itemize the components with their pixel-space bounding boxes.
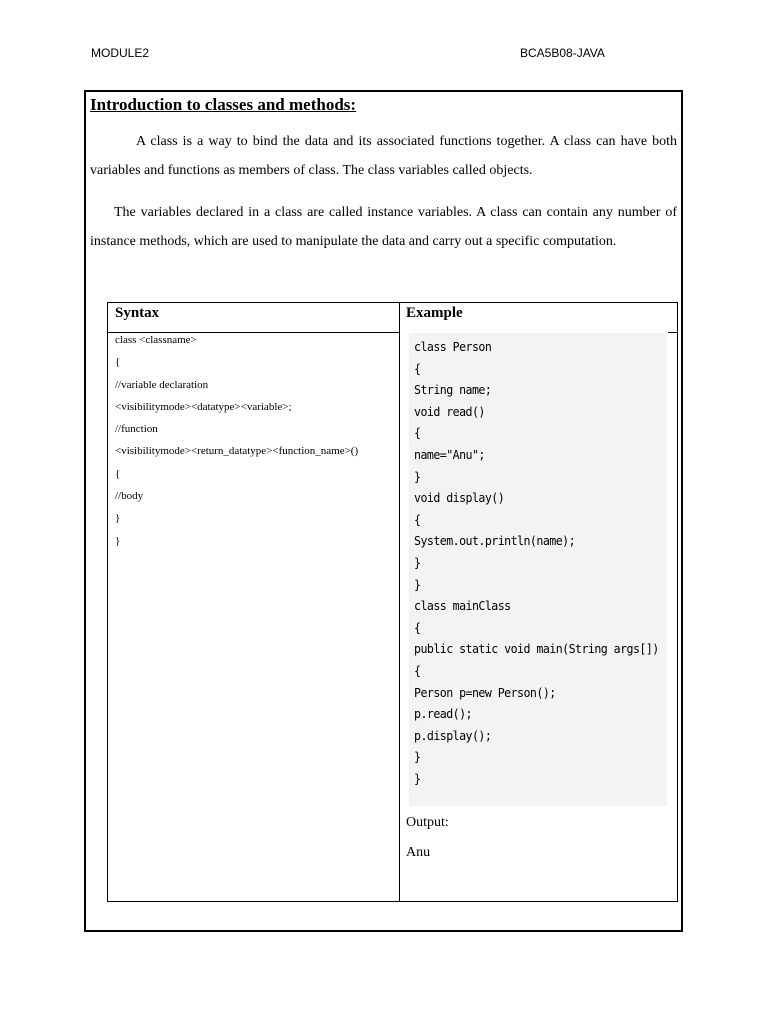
syntax-line: <visibilitymode><datatype><variable>; — [115, 400, 292, 413]
syntax-line: //function — [115, 423, 158, 436]
code-line: } — [414, 468, 421, 484]
column-header-syntax: Syntax — [115, 305, 160, 321]
syntax-line: { — [115, 467, 121, 480]
syntax-line: //variable declaration — [115, 378, 209, 391]
syntax-line: class <classname> — [115, 334, 197, 346]
header-course-code: BCA5B08-JAVA — [520, 46, 605, 60]
code-line: } — [414, 770, 421, 786]
syntax-line: } — [115, 512, 121, 525]
syntax-line: <visibilitymode><return_datatype><function_name>() — [115, 445, 359, 458]
code-line: p.read(); — [414, 706, 472, 722]
header-module: MODULE2 — [91, 46, 150, 60]
code-line: String name; — [414, 382, 492, 398]
code-line: { — [414, 511, 421, 527]
header-divider-right — [668, 332, 678, 333]
code-line: System.out.println(name); — [414, 533, 576, 549]
column-divider — [399, 303, 400, 901]
section-title: Introduction to classes and methods: — [90, 95, 357, 114]
output-label: Output: — [406, 815, 449, 830]
syntax-line: //body — [115, 490, 144, 503]
syntax-line: { — [115, 356, 121, 369]
code-line: name="Anu"; — [414, 446, 485, 462]
code-line: { — [414, 425, 421, 441]
paragraph-intro: A class is a way to bind the data and its associated functions together. A class can have both variables and functions as members of class. The class variables called objects. — [90, 134, 677, 178]
code-line: { — [414, 360, 421, 376]
code-line: class mainClass — [414, 598, 511, 614]
syntax-example-table — [107, 302, 678, 902]
code-line: } — [414, 749, 421, 765]
code-line: Person p=new Person(); — [414, 684, 556, 700]
code-line: public static void main(String args[]) — [414, 641, 659, 657]
code-line: } — [414, 554, 421, 570]
example-code-block — [409, 333, 667, 806]
output-value: Anu — [406, 845, 431, 860]
code-line: } — [414, 576, 421, 592]
column-header-example: Example — [406, 305, 463, 321]
syntax-lines — [115, 333, 358, 556]
code-line: class Person — [414, 339, 492, 354]
code-line: { — [414, 662, 421, 678]
code-line: void read() — [414, 403, 485, 419]
code-line: void display() — [414, 490, 505, 506]
code-line: { — [414, 619, 421, 635]
syntax-line: } — [115, 534, 121, 547]
paragraph-instance-variables: The variables declared in a class are called instance variables. A class can contain any number of instance methods, which are used to manipulate the data and carry out a specific computation. — [90, 205, 677, 249]
code-lines — [414, 336, 677, 789]
code-line: p.display(); — [414, 727, 492, 743]
